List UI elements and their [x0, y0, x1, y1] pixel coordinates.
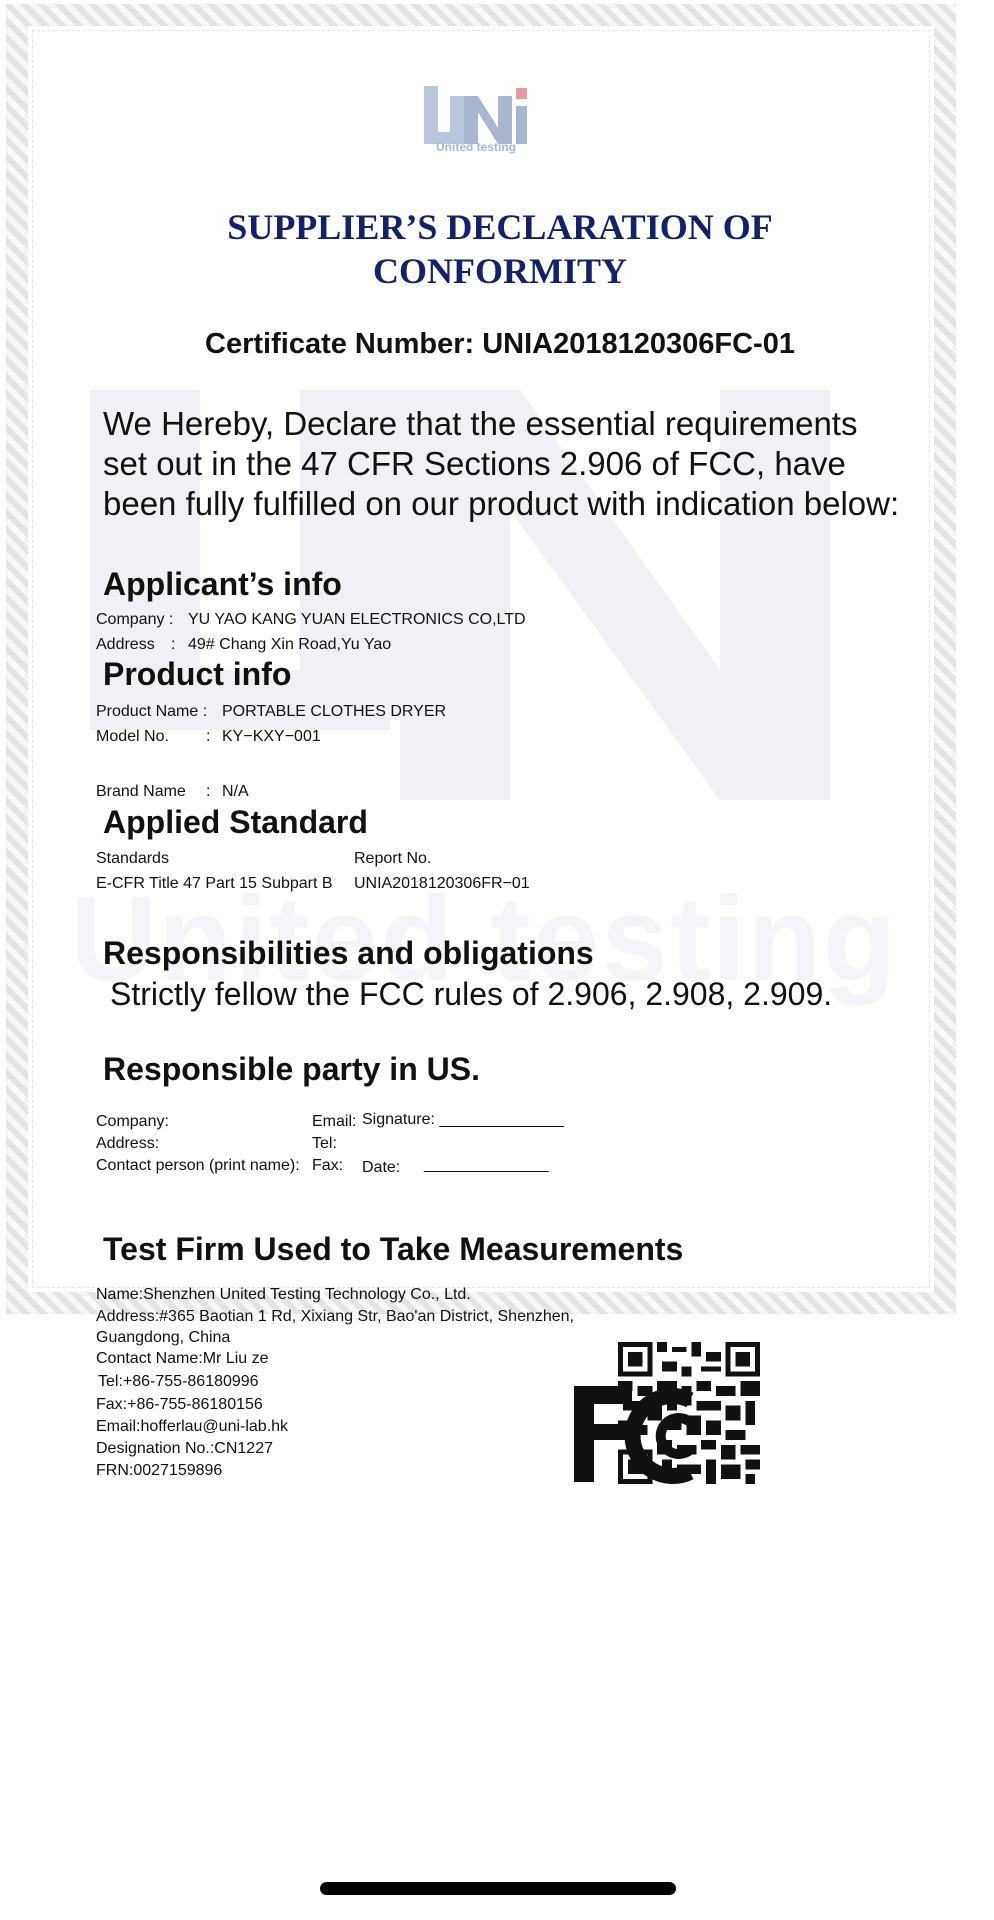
fcc-logo: [572, 1378, 722, 1488]
certificate-number-value: UNIA2018120306FC-01: [482, 328, 795, 360]
test-firm-name: Name:Shenzhen United Testing Technology Co., Ltd.: [96, 1286, 471, 1303]
party-contact-label: Contact person (print name):: [96, 1157, 300, 1174]
model-value: KY−KXY−001: [222, 728, 321, 745]
brand-colon: :: [206, 783, 211, 800]
date-line: ______________: [424, 1156, 549, 1173]
certificate-number-label: Certificate Number:: [205, 328, 475, 360]
test-firm-address-2: Guangdong, China: [96, 1329, 231, 1346]
party-email-label: Email:: [312, 1113, 357, 1130]
test-firm-address-1: Address:#365 Baotian 1 Rd, Xixiang Str, Bao'an District, Shenzhen,: [96, 1308, 574, 1325]
test-firm-email: Email:hofferlau@uni-lab.hk: [96, 1418, 289, 1435]
test-firm-heading: Test Firm Used to Take Measurements: [103, 1231, 684, 1267]
product-heading: Product info: [103, 656, 292, 692]
test-firm-tel: Tel:+86-755-86180996: [98, 1373, 259, 1390]
model-label: Model No.: [96, 728, 169, 745]
responsibilities-text: Strictly fellow the FCC rules of 2.906, 2.908, 2.909.: [110, 976, 833, 1012]
brand-label: Brand Name: [96, 783, 186, 800]
product-name-value: PORTABLE CLOTHES DRYER: [222, 703, 447, 720]
model-colon: :: [206, 728, 211, 745]
party-fax-label: Fax:: [312, 1157, 344, 1174]
standard-heading: Applied Standard: [103, 804, 368, 840]
party-company-label: Company:: [96, 1113, 169, 1130]
title-line-1: SUPPLIER’S DECLARATION OF: [227, 207, 773, 247]
applicant-company-value: YU YAO KANG YUAN ELECTRONICS CO,LTD: [188, 611, 526, 628]
brand-value: N/A: [222, 783, 249, 800]
certificate-number: [120, 328, 880, 361]
signature-field: Signature: ______________: [362, 1111, 564, 1128]
logo-caption: United testing: [436, 140, 516, 154]
document-title: [120, 205, 880, 293]
applicant-company-label: Company :: [96, 611, 174, 628]
party-address-label: Address:: [96, 1135, 160, 1152]
date-label: Date:: [362, 1159, 401, 1176]
declaration-text: We Hereby, Declare that the essential requirements set out in the 47 CFR Sections 2.906 of FCC, have been fully fulfilled on our product with indication below:: [103, 405, 900, 522]
test-firm-designation: Designation No.:CN1227: [96, 1440, 273, 1457]
standard-col1-header: Standards: [96, 850, 169, 867]
applicant-heading: Applicant’s info: [103, 566, 342, 602]
responsibilities-heading: Responsibilities and obligations: [103, 935, 594, 971]
responsible-party-heading: Responsible party in US.: [103, 1051, 480, 1087]
home-indicator[interactable]: [320, 1882, 676, 1895]
product-name-label: Product Name :: [96, 703, 208, 720]
title-line-2: CONFORMITY: [373, 251, 627, 291]
applicant-address-colon: :: [171, 636, 176, 653]
test-firm-contact: Contact Name:Mr Liu ze: [96, 1350, 269, 1367]
test-firm-fax: Fax:+86-755-86180156: [96, 1396, 263, 1413]
standard-col1-value: E-CFR Title 47 Part 15 Subpart B: [96, 875, 333, 892]
test-firm-frn: FRN:0027159896: [96, 1462, 223, 1479]
applicant-address-label: Address: [96, 636, 155, 653]
party-tel-label: Tel:: [312, 1135, 337, 1152]
standard-col2-value: UNIA2018120306FR−01: [354, 875, 530, 892]
applicant-address-value: 49# Chang Xin Road,Yu Yao: [188, 636, 392, 653]
standard-col2-header: Report No.: [354, 850, 432, 867]
